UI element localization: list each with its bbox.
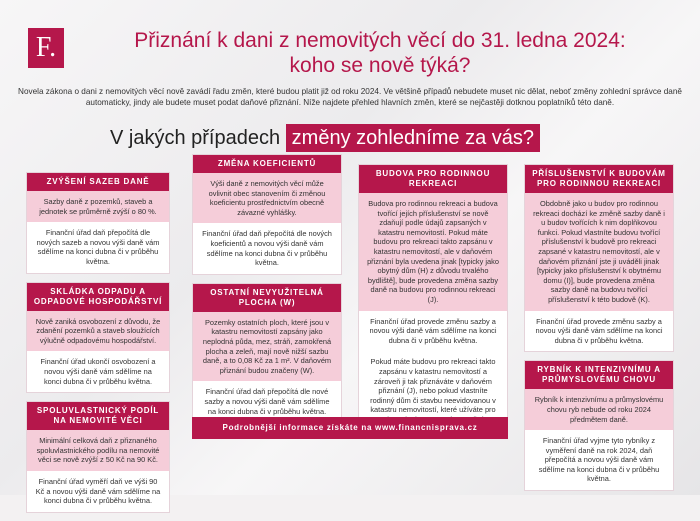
banner-highlight: změny zohledníme za vás?: [286, 124, 540, 152]
card-summary: Obdobně jako u budov pro rodinnou rekreaci dochází ke změně sazby daně i u budov tvořících k nim doplňkovou funkci. Pokud vlastníte budovu tvořící příslušenství k budově pro rekreaci zapsané v katastru nemovitostí, ale v daňovém přiznání jste ji uváděli jinak [typicky jako příslušenství k obytnému domu (I)], bude provedena změna sazby daně na budovu tvořící příslušenství k této budově (K).: [525, 193, 673, 311]
card-koeficienty: [192, 154, 342, 275]
card-detail: Finanční úřad daň přepočítá dle nových sazeb a novou výši daně vám sdělíme na konci dubna či v průběhu května.: [36, 228, 160, 266]
footer-link[interactable]: Podrobnější informace získáte na www.financnisprava.cz: [192, 417, 508, 439]
card-summary: Rybník k intenzivnímu a průmyslovému chovu ryb nebude od roku 2024 předmětem daně.: [525, 389, 673, 430]
card-detail: Finanční úřad daň přepočítá dle nové sazby a novou výši daně vám sdělíme na konci dubna či v průběhu května.: [204, 387, 330, 416]
card-detail: Finanční úřad daň přepočítá dle nových koeficientů a novou výši daně vám sdělíme na konci dubna či v průběhu května.: [202, 229, 332, 268]
card-heading: ZVÝŠENÍ SAZEB DANĚ: [27, 173, 169, 191]
card-heading: SPOLUVLASTNICKÝ PODÍL NA NEMOVITÉ VĚCI: [27, 402, 169, 430]
card-detail: Finanční úřad vyměří daň ve výši 90 Kč a novou výši daně vám sdělíme na konci dubna či v průběhu května.: [35, 476, 161, 506]
column-2: [192, 154, 342, 431]
card-rybnik: [524, 360, 674, 491]
card-budova-rekreace: [358, 164, 508, 431]
card-detail: Finanční úřad provede změnu sazby a novou výši daně vám sdělíme na konci dubna či v průběhu května.: [369, 316, 497, 345]
column-4: [524, 164, 674, 499]
section-banner: [110, 123, 590, 153]
card-heading: OSTATNÍ NEVYUŽITELNÁ PLOCHA (W): [193, 284, 341, 312]
card-detail: Finanční úřad provede změnu sazby a novou výši daně vám sdělíme na konci dubna či v průběhu května.: [535, 316, 663, 345]
card-summary: Sazby daně z pozemků, staveb a jednotek se průměrně zvýší o 80 %.: [27, 191, 169, 222]
card-heading: BUDOVA PRO RODINNOU REKREACI: [359, 165, 507, 193]
card-heading: SKLÁDKA ODPADU A ODPADOVÉ HOSPODÁŘSTVÍ: [27, 283, 169, 311]
card-summary: Pozemky ostatních ploch, které jsou v katastru nemovitostí zapsány jako neplodná půda, mez, stráň, zamokřená plocha a zeleň, mají nově nižší sazbu daně, a to 0,08 Kč za 1 m². V daňovém přiznání budou značeny (W).: [193, 312, 341, 382]
card-skladka: [26, 282, 170, 394]
card-summary: Nově zaniká osvobození z důvodu, že zdanění pozemků a staveb sloužících výlučně odpadovému hospodářství.: [27, 311, 169, 352]
title-line-2: koho se nově týká?: [289, 54, 471, 77]
card-summary: Minimální celková daň z přiznaného spoluvlastnického podílu na nemovité věci se nově zvýší z 50 Kč na 90 Kč.: [27, 430, 169, 471]
column-1: [26, 172, 170, 521]
card-detail: Finanční úřad ukončí osvobození a novou výši daně vám sdělíme na konci dubna či v průběhu května.: [40, 357, 156, 386]
card-summary: Výši daně z nemovitých věcí může ovlivnit obec stanovením či změnou koeficientu prostřednictvím obecně závazné vyhlášky.: [193, 173, 341, 223]
column-3: [358, 164, 508, 439]
card-heading: RYBNÍK K INTENZIVNÍMU A PRŮMYSLOVÉMU CHOVU: [525, 361, 673, 389]
title-line-1: Přiznání k dani z nemovitých věcí do 31. ledna 2024:: [134, 29, 626, 52]
page-title: [80, 28, 680, 78]
card-prislusenstvi: [524, 164, 674, 352]
logo: F.: [28, 28, 64, 68]
card-heading: ZMĚNA KOEFICIENTŮ: [193, 155, 341, 173]
card-heading: PŘÍSLUŠENSTVÍ K BUDOVÁM PRO RODINNOU REKREACI: [525, 165, 673, 193]
card-detail-extra: Pokud máte budovu pro rekreaci takto zapsánu v katastru nemovitostí a zároveň ji tak přiznáváte v daňovém přiznání (J), nebo pokud vlastníte rodinný dům či stavbu neevidovanou v katastru nemovitostí, které užíváte pro: [370, 357, 496, 415]
card-detail: Finanční úřad vyjme tyto rybníky z vyměření daně na rok 2024, daň přepočítá a novou výši daně vám sdělíme na konci dubna či v průběhu května.: [538, 436, 660, 484]
intro-text: Novela zákona o dani z nemovitých věcí nově zavádí řadu změn, které budou platit již od roku 2024. Ve většině případů nebudete muset nic dělat, neboť změny zohlední správce daně automaticky, jindy ale budete muset podat daňové přiznání. Níže najdete přehled hlavních změn, které se nejčastěji dotknou poplatníků této daně.: [18, 87, 682, 107]
card-plocha-w: [192, 283, 342, 423]
card-spoluvlastnicky: [26, 401, 170, 513]
banner-prefix: V jakých případech: [110, 127, 281, 149]
card-sazby: [26, 172, 170, 274]
card-summary: Budova pro rodinnou rekreaci a budova tvořící jejích příslušenství se nově zdaňují podle údajů zapsaných v katastru nemovitostí. Pokud máte budovu pro rekreaci takto zapsánu v katastru nemovitostí, ale v daňovém přiznání byla uvedena jinak [typicky jako obytný dům (H) z důvodu trvalého bydliště], bude provedena změna sazby daně na budovu pro rodinnou rekreaci (J).: [359, 193, 507, 311]
